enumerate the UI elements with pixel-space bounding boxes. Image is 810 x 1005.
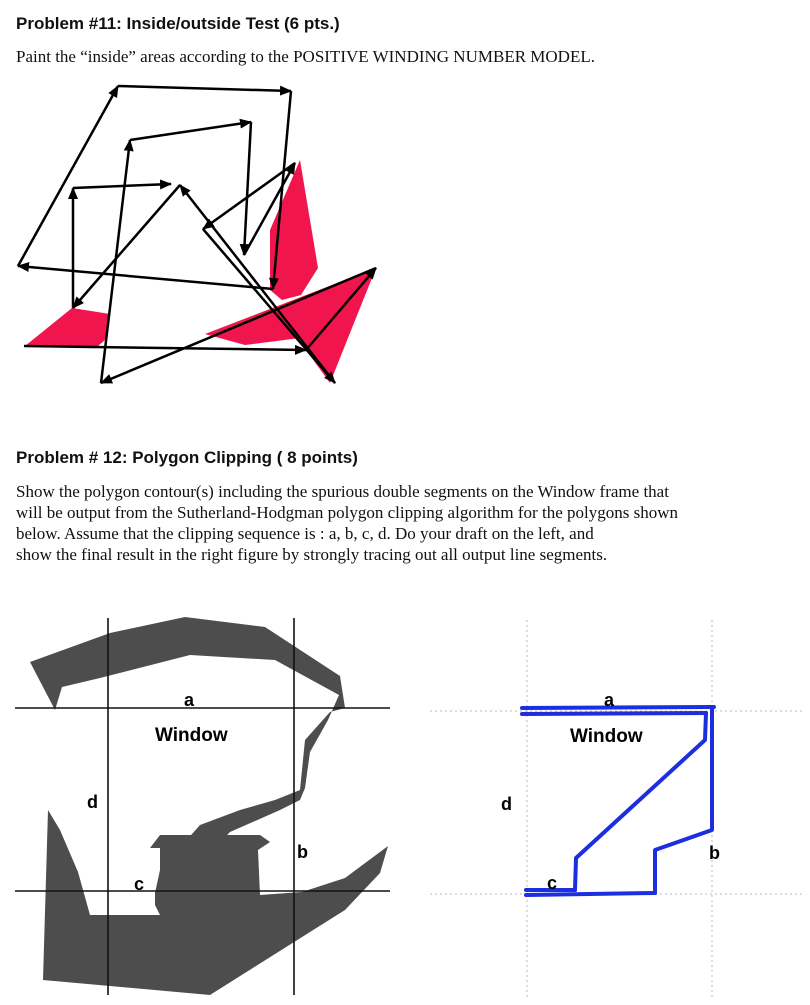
right-label-b: b bbox=[709, 843, 720, 863]
trace-top-edge-double bbox=[522, 713, 706, 714]
problem-12-line-1: Show the polygon contour(s) including the spurious double segments on the Window frame that bbox=[16, 482, 669, 501]
trace-bottom-edge bbox=[526, 893, 655, 895]
right-window-label: Window bbox=[570, 726, 643, 747]
problem-12-line-2: will be output from the Sutherland-Hodgman polygon clipping algorithm for the polygons shown bbox=[16, 503, 678, 522]
problem-12-line-4: show the final result in the right figure by strongly tracing out all output line segments. bbox=[16, 545, 608, 564]
problem-11-title: Problem #11: Inside/outside Test (6 pts.) bbox=[16, 14, 340, 33]
problem-12-title: Problem # 12: Polygon Clipping ( 8 points) bbox=[16, 448, 358, 467]
problem-12-line-3: below. Assume that the clipping sequence is : a, b, c, d. Do your draft on the left, and bbox=[16, 524, 594, 543]
right-label-d: d bbox=[501, 794, 512, 814]
left-label-b: b bbox=[297, 842, 308, 862]
result-window-guides bbox=[430, 620, 805, 1000]
trace-top-edge bbox=[522, 707, 714, 708]
left-label-a: a bbox=[184, 690, 195, 710]
left-window-label: Window bbox=[155, 725, 228, 746]
left-label-c: c bbox=[134, 874, 145, 894]
right-label-a: a bbox=[604, 690, 615, 710]
right-label-c: c bbox=[547, 873, 558, 893]
left-label-d: d bbox=[87, 792, 98, 812]
problem-11-instruction: Paint the “inside” areas according to the POSITIVE WINDING NUMBER MODEL. bbox=[16, 47, 595, 66]
